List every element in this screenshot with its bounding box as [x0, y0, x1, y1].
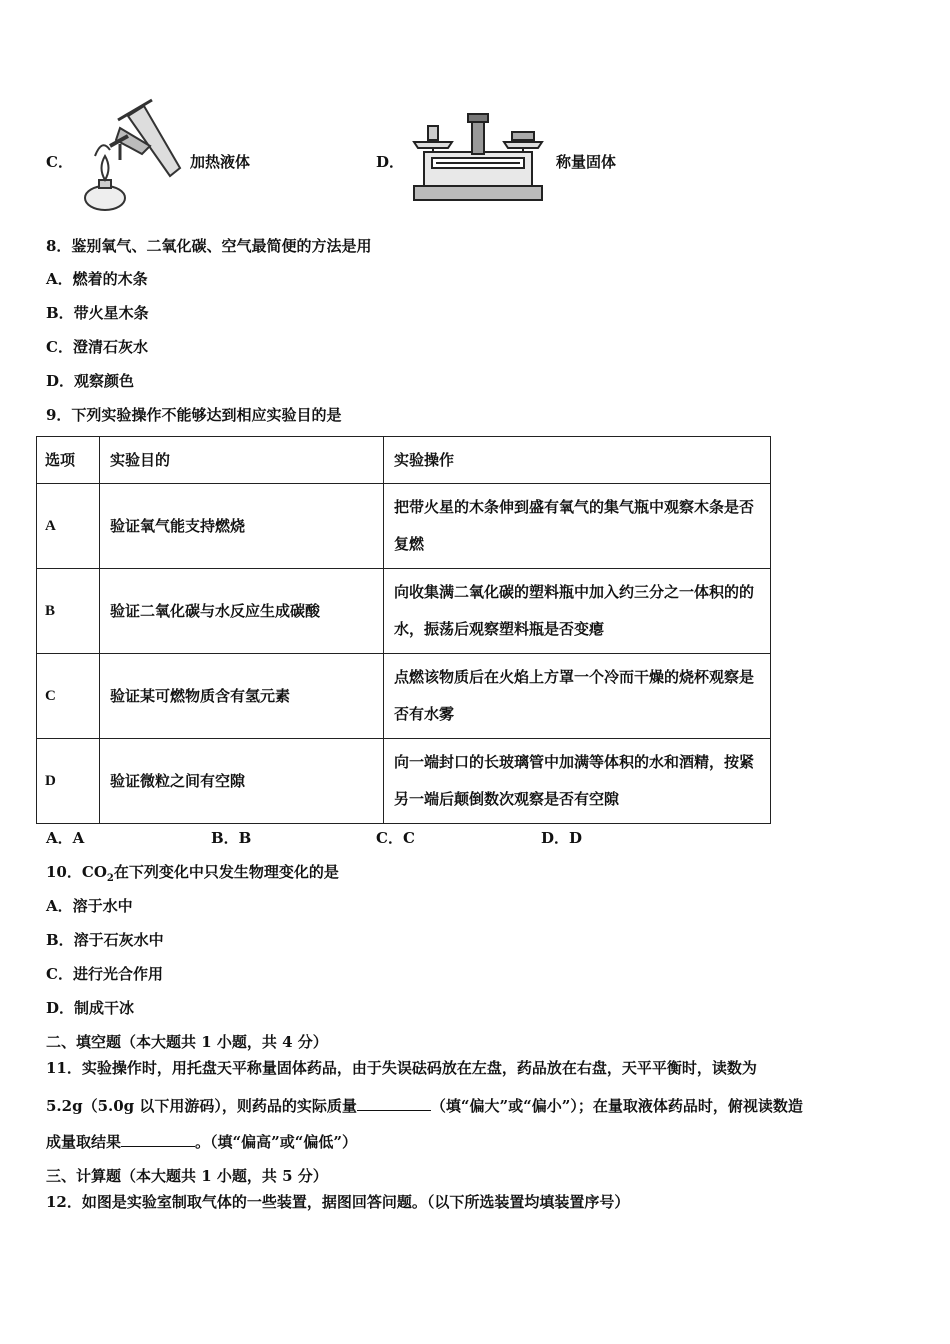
table-row — [37, 739, 771, 824]
q9-answer-c: C．C — [376, 829, 415, 847]
q9-stem: 9．下列实验操作不能够达到相应实验目的是 — [46, 406, 342, 424]
q8-option-d: D．观察颜色 — [46, 372, 135, 390]
q10-option-b: B．溶于石灰水中 — [46, 931, 164, 949]
option-c-caption: 加热液体 — [190, 153, 251, 171]
row-purpose: 验证某可燃物质含有氢元素 — [100, 654, 384, 739]
q10-option-c: C．进行光合作用 — [46, 965, 163, 983]
q11-line-2-a: 5.2g（5.0g 以下用游码），则药品的实际质量 — [46, 1097, 357, 1115]
q10-option-d: D．制成干冰 — [46, 999, 135, 1017]
option-d-caption: 称量固体 — [556, 153, 617, 171]
q10-stem-subscript: 2 — [106, 873, 114, 884]
row-purpose: 验证氧气能支持燃烧 — [100, 484, 384, 569]
q12-stem: 12．如图是实验室制取气体的一些装置，据图回答问题。（以下所选装置均填装置序号） — [46, 1193, 630, 1211]
q9-answer-a: A．A — [46, 829, 85, 847]
q8-stem: 8．鉴别氧气、二氧化碳、空气最简便的方法是用 — [46, 237, 372, 255]
q8-option-c: C．澄清石灰水 — [46, 338, 148, 356]
balance-scale-illustration — [408, 112, 548, 204]
q11-line-1: 11．实验操作时，用托盘天平称量固体药品，由于失误砝码放在左盘，药品放在右盘，天平平衡时，读数为 — [46, 1059, 757, 1077]
row-purpose: 验证二氧化碳与水反应生成碳酸 — [100, 569, 384, 654]
header-operation: 实验操作 — [384, 437, 771, 484]
q11-blank-2[interactable] — [121, 1132, 195, 1147]
row-operation: 点燃该物质后在火焰上方罩一个冷而干燥的烧杯观察是否有水雾 — [384, 654, 771, 739]
q11-line-3-b: 。（填“偏高”或“偏低”） — [195, 1133, 358, 1151]
row-option: A — [37, 484, 100, 569]
q9-experiment-table — [36, 436, 771, 824]
q11-line-2-b: （填“偏大”或“偏小”）；在量取液体药品时，俯视读数造 — [430, 1097, 803, 1115]
q10-stem-suffix: 在下列变化中只发生物理变化的是 — [113, 863, 339, 881]
option-d-label: D． — [376, 153, 405, 171]
row-option: D — [37, 739, 100, 824]
q10-option-a: A．溶于水中 — [46, 897, 133, 915]
q9-answer-b: B．B — [211, 829, 252, 847]
table-row — [37, 654, 771, 739]
q11-line-3-a: 成量取结果 — [46, 1133, 122, 1151]
header-option: 选项 — [37, 437, 100, 484]
q11-blank-1[interactable] — [357, 1096, 431, 1111]
header-purpose: 实验目的 — [100, 437, 384, 484]
row-option: B — [37, 569, 100, 654]
q8-option-b: B．带火星木条 — [46, 304, 149, 322]
row-operation: 向一端封口的长玻璃管中加满等体积的水和酒精，按紧另一端后颠倒数次观察是否有空隙 — [384, 739, 771, 824]
row-option: C — [37, 654, 100, 739]
section-3-heading: 三、计算题（本大题共 1 小题，共 5 分） — [46, 1167, 328, 1185]
q10-stem — [46, 862, 339, 889]
option-c-label: C． — [46, 153, 73, 171]
row-operation: 把带火星的木条伸到盛有氧气的集气瓶中观察木条是否复燃 — [384, 484, 771, 569]
q11-line-3 — [46, 1132, 357, 1152]
table-row — [37, 569, 771, 654]
table-header-row — [37, 437, 771, 484]
q9-answer-d: D．D — [541, 829, 583, 847]
q8-option-a: A．燃着的木条 — [46, 270, 148, 288]
row-operation: 向收集满二氧化碳的塑料瓶中加入约三分之一体积的的水，振荡后观察塑料瓶是否变瘪 — [384, 569, 771, 654]
q10-stem-prefix: 10．CO — [46, 863, 107, 881]
test-tube-heating-illustration — [80, 98, 190, 213]
table-row — [37, 484, 771, 569]
q11-line-2 — [46, 1096, 803, 1116]
row-purpose: 验证微粒之间有空隙 — [100, 739, 384, 824]
section-2-heading: 二、填空题（本大题共 1 小题，共 4 分） — [46, 1033, 328, 1051]
